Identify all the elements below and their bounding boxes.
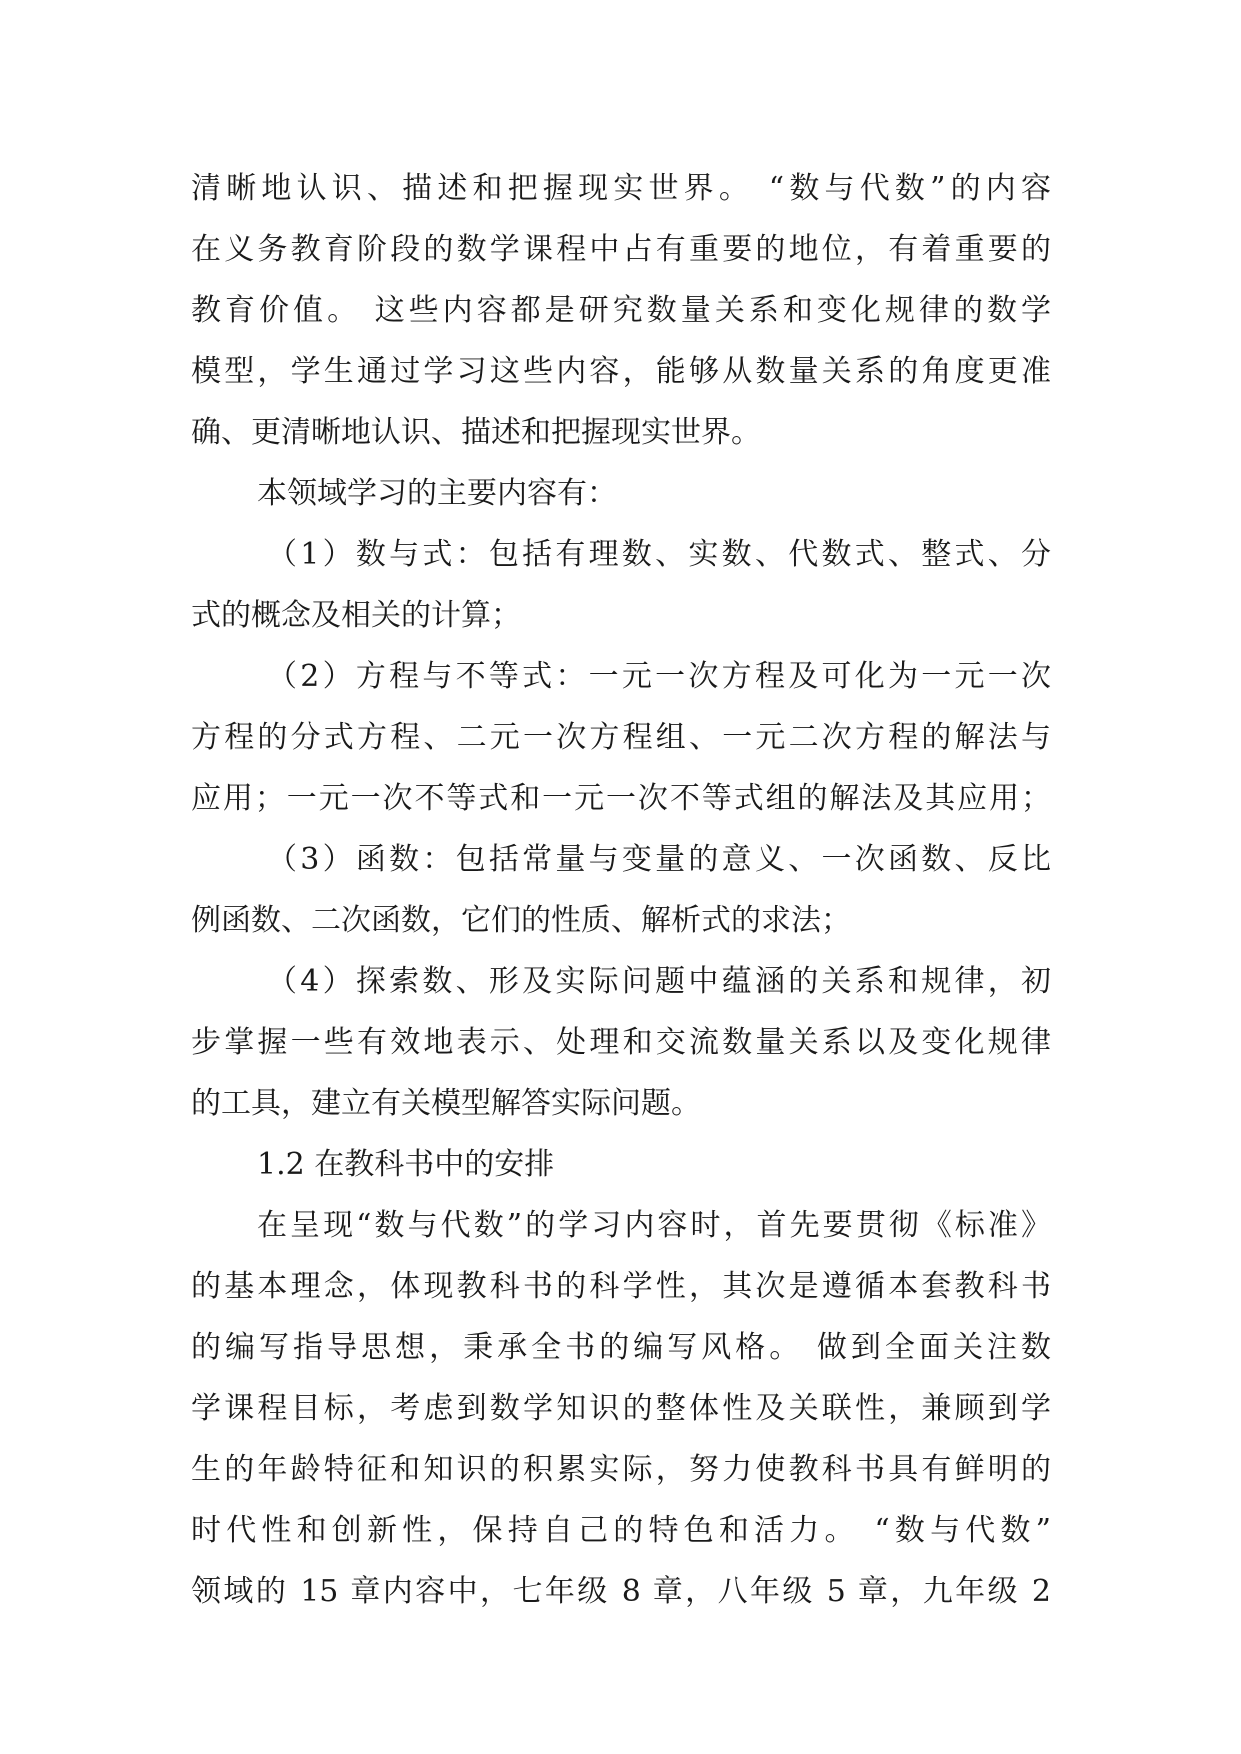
list-item-2: （2）方程与不等式：一元一次方程及可化为一元一次 [267, 659, 1051, 694]
section-heading: 1.2 在教科书中的安排 [257, 1147, 555, 1182]
text-line: 时代性和创新性，保持自己的特色和活力。 “数与代数” [191, 1513, 1051, 1548]
text-line: 式的概念及相关的计算； [191, 598, 521, 633]
paragraph-heading: 本领域学习的主要内容有： [257, 476, 617, 511]
text-line: 模型，学生通过学习这些内容，能够从数量关系的角度更准 [191, 354, 1051, 389]
text-line: 教育价值。 这些内容都是研究数量关系和变化规律的数学 [191, 293, 1051, 328]
text-line: 的基本理念，体现教科书的科学性，其次是遵循本套教科书 [191, 1269, 1051, 1304]
list-item-4: （4）探索数、形及实际问题中蕴涵的关系和规律，初 [267, 964, 1051, 999]
list-item-3: （3）函数：包括常量与变量的意义、一次函数、反比 [267, 842, 1051, 877]
text-line: 的编写指导思想，秉承全书的编写风格。 做到全面关注数 [191, 1330, 1051, 1365]
text-line: 生的年龄特征和知识的积累实际，努力使教科书具有鲜明的 [191, 1452, 1051, 1487]
list-item-1: （1）数与式：包括有理数、实数、代数式、整式、分 [267, 537, 1051, 572]
text-line: 应用；一元一次不等式和一元一次不等式组的解法及其应用； [191, 781, 1051, 816]
text-line: 学课程目标，考虑到数学知识的整体性及关联性，兼顾到学 [191, 1391, 1051, 1426]
text-line: 在呈现“数与代数”的学习内容时，首先要贯彻《标准》 [257, 1208, 1051, 1243]
text-line: 确、更清晰地认识、描述和把握现实世界。 [191, 415, 761, 450]
text-line: 领域的 15 章内容中，七年级 8 章，八年级 5 章，九年级 2 [191, 1574, 1051, 1609]
text-line: 步掌握一些有效地表示、处理和交流数量关系以及变化规律 [191, 1025, 1051, 1060]
text-line: 例函数、二次函数，它们的性质、解析式的求法； [191, 903, 851, 938]
text-line: 方程的分式方程、二元一次方程组、一元二次方程的解法与 [191, 720, 1051, 755]
text-line: 的工具，建立有关模型解答实际问题。 [191, 1086, 701, 1121]
text-line: 清晰地认识、描述和把握现实世界。 “数与代数”的内容 [191, 171, 1051, 206]
text-line: 在义务教育阶段的数学课程中占有重要的地位，有着重要的 [191, 232, 1051, 267]
body-text [191, 158, 1051, 1622]
